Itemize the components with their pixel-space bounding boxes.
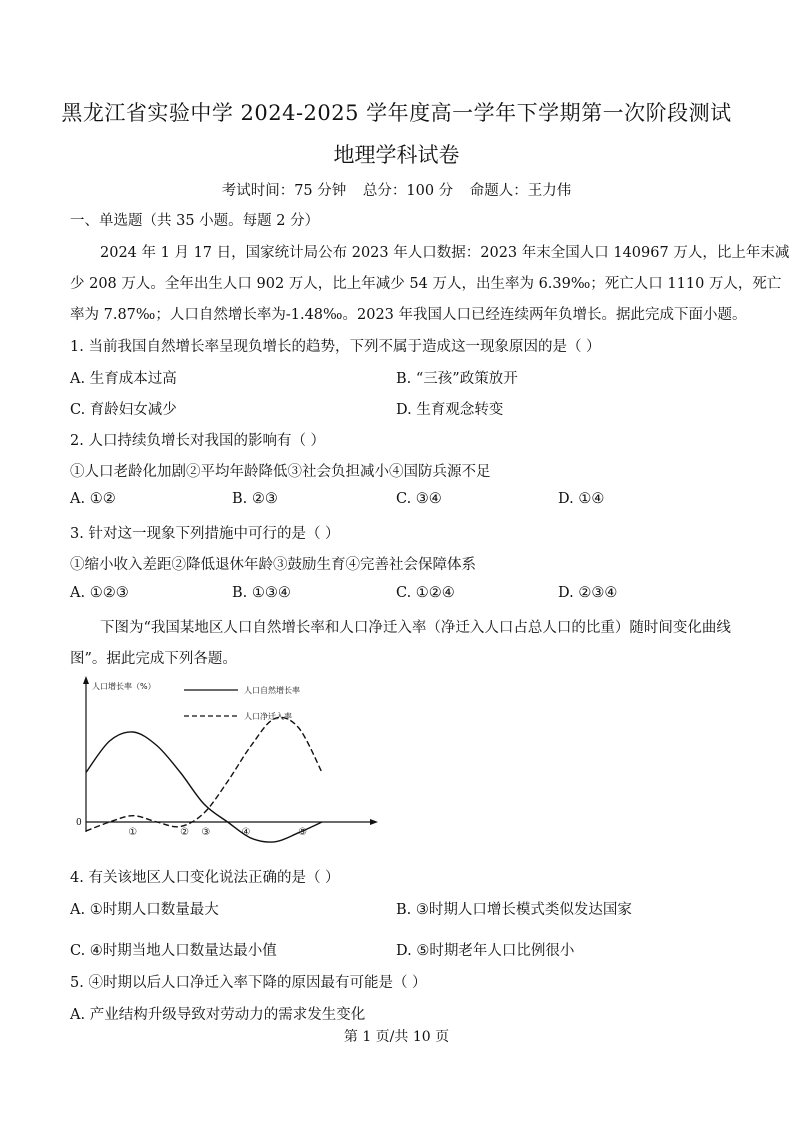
chart-x-arrow bbox=[370, 819, 378, 825]
chart-marker-5: ⑤ bbox=[298, 827, 308, 838]
q1-option-b: B. “三孩”政策放开 bbox=[396, 371, 518, 387]
series-natural-growth-line bbox=[86, 732, 322, 842]
legend-migration-label: 人口净迁入率 bbox=[244, 712, 292, 721]
q2-stem: 2. 人口持续负增长对我国的影响有（ ） bbox=[70, 433, 326, 449]
chart-marker-1: ① bbox=[128, 827, 138, 838]
q2-option-a: A. ①② bbox=[70, 491, 116, 507]
q3-stem: 3. 针对这一现象下列措施中可行的是（ ） bbox=[70, 526, 340, 542]
q3-option-a: A. ①②③ bbox=[70, 585, 129, 601]
subject-title: 地理学科试卷 bbox=[333, 143, 460, 167]
legend-natural-label: 人口自然增长率 bbox=[244, 686, 300, 695]
q3-option-c: C. ①②④ bbox=[396, 585, 455, 601]
q1-stem: 1. 当前我国自然增长率呈现负增长的趋势，下列不属于造成这一现象原因的是（ ） bbox=[70, 339, 601, 355]
passage1-line1: 2024 年 1 月 17 日，国家统计局公布 2023 年人口数据：2023 年末全国人口 140967 万人，比上年末减 bbox=[100, 245, 790, 261]
q4-option-c: C. ④时期当地人口数量达最小值 bbox=[70, 943, 277, 959]
chart-marker-4: ④ bbox=[241, 827, 251, 838]
q3-option-d: D. ②③④ bbox=[558, 585, 618, 601]
q4-stem: 4. 有关该地区人口变化说法正确的是（ ） bbox=[70, 870, 340, 886]
q2-option-b: B. ②③ bbox=[232, 491, 278, 507]
q4-option-d: D. ⑤时期老年人口比例很小 bbox=[396, 943, 575, 959]
chart-y-arrow bbox=[83, 676, 89, 684]
author: 命题人：王力伟 bbox=[469, 183, 572, 199]
q1-option-a: A. 生育成本过高 bbox=[70, 371, 177, 387]
q5-option-a: A. 产业结构升级导致对劳动力的需求发生变化 bbox=[70, 1007, 366, 1023]
q4-option-b: B. ③时期人口增长模式类似发达国家 bbox=[396, 902, 632, 918]
exam-title: 黑龙江省实验中学 2024-2025 学年度高一学年下学期第一次阶段测试 bbox=[61, 101, 732, 125]
exam-time: 考试时间：75 分钟 bbox=[221, 183, 347, 199]
total-score: 总分：100 分 bbox=[362, 183, 454, 199]
q4-option-a: A. ①时期人口数量最大 bbox=[70, 902, 219, 918]
passage2-line2: 图”。据此完成下列各题。 bbox=[70, 651, 237, 667]
page-footer: 第 1 页/共 10 页 bbox=[343, 1029, 450, 1045]
chart-marker-3: ③ bbox=[201, 827, 211, 838]
chart-zero-label: 0 bbox=[76, 818, 82, 828]
chart-marker-2: ② bbox=[180, 827, 190, 838]
q5-stem: 5. ④时期以后人口净迁入率下降的原因最有可能是（ ） bbox=[70, 975, 427, 991]
passage1-line2: 少 208 万人。全年出生人口 902 万人，比上年减少 54 万人，出生率为 6.39‰；死亡人口 1110 万人，死亡 bbox=[70, 276, 782, 292]
population-chart bbox=[72, 672, 382, 854]
section-heading: 一、单选题（共 35 小题。每题 2 分） bbox=[70, 213, 320, 229]
q1-option-d: D. 生育观念转变 bbox=[396, 402, 504, 418]
q2-option-c: C. ③④ bbox=[396, 491, 442, 507]
passage1-line3: 率为 7.87‰；人口自然增长率为-1.48‰。2023 年我国人口已经连续两年负增长。据此完成下面小题。 bbox=[70, 307, 747, 323]
passage2-line1: 下图为“我国某地区人口自然增长率和人口净迁入率（净迁入人口占总人口的比重）随时间变化曲线 bbox=[100, 620, 731, 636]
exam-meta bbox=[0, 179, 793, 200]
q1-option-c: C. 育龄妇女减少 bbox=[70, 402, 177, 418]
chart-ylabel: 人口增长率（%） bbox=[92, 682, 156, 691]
q3-option-b: B. ①③④ bbox=[232, 585, 291, 601]
q3-items: ①缩小收入差距②降低退休年龄③鼓励生育④完善社会保障体系 bbox=[70, 557, 476, 573]
q2-items: ①人口老龄化加剧②平均年龄降低③社会负担减小④国防兵源不足 bbox=[70, 464, 491, 480]
q2-option-d: D. ①④ bbox=[558, 491, 605, 507]
